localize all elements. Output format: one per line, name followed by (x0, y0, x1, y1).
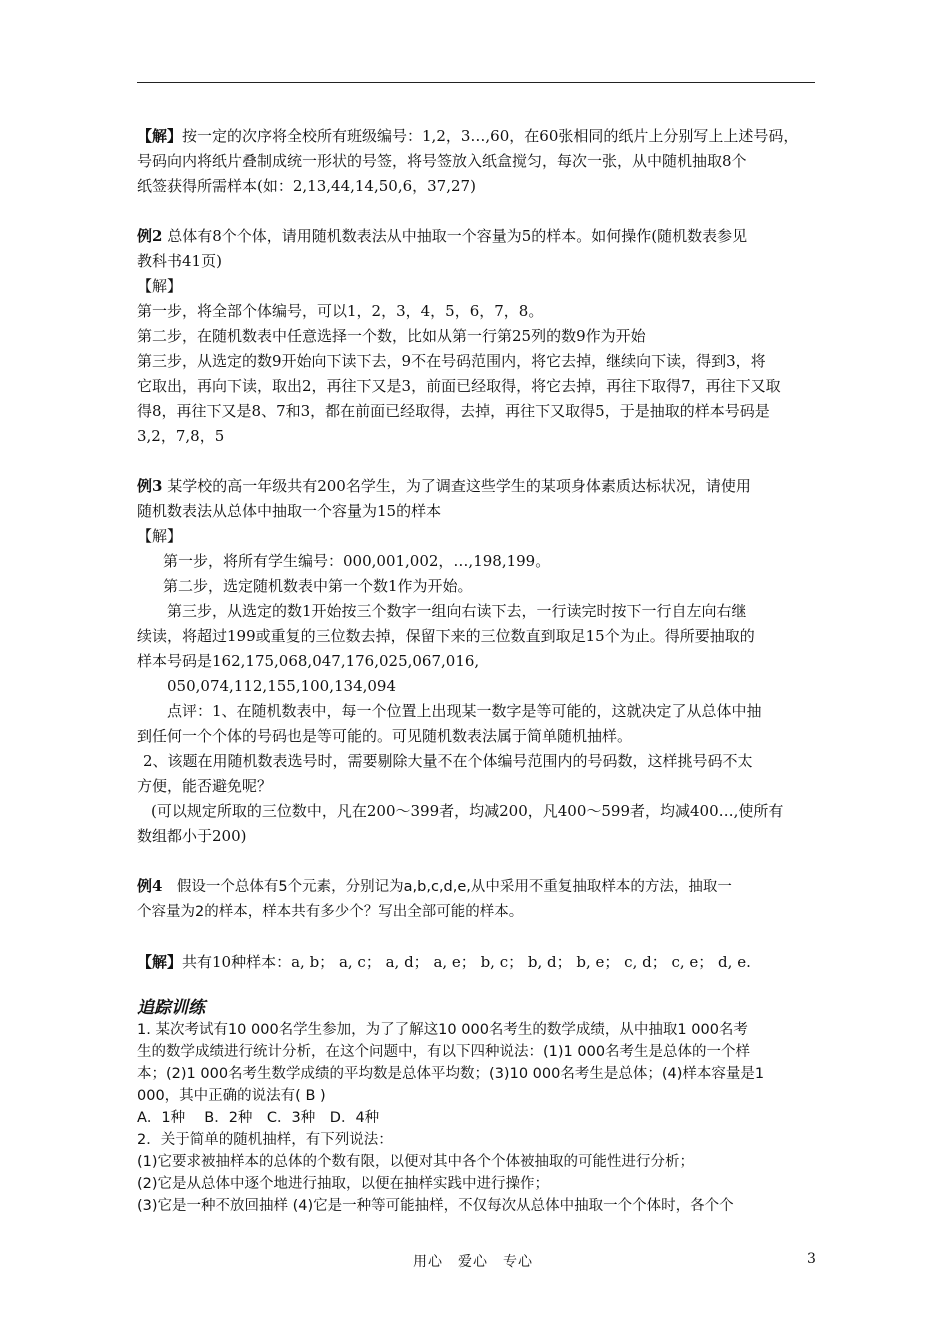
solution-label: 【解】 (137, 527, 183, 545)
header-rule (137, 82, 815, 83)
example-label: 例3 (137, 477, 163, 495)
page-content (137, 124, 817, 1217)
step-line: 第二步，选定随机数表中第一个数1作为开始。 (163, 577, 473, 595)
example-3 (137, 474, 817, 849)
text-line: 个容量为2的样本，样本共有多少个？写出全部可能的样本。 (137, 904, 524, 920)
text-line: 假设一个总体有5个元素，分别记为a,b,c,d,e,从中采用不重复抽取样本的方法，抽取一 (162, 879, 732, 895)
question-line: (2)它是从总体中逐个地进行抽取，以便在抽样实践中进行操作； (137, 1176, 550, 1192)
text-line: 号码向内将纸片叠制成统一形状的号签，将号签放入纸盒搅匀，每次一张，从中随机抽取8个 (137, 152, 747, 170)
text-line: 教科书41页) (137, 252, 222, 270)
step-line: 样本号码是162,175,068,047,176,025,067,016, (137, 652, 480, 670)
question-line: (1)它要求被抽样本的总体的个数有限，以便对其中各个个体被抽取的可能性进行分析； (137, 1154, 695, 1170)
step-line: 它取出，再向下读，取出2，再往下又是3，前面已经取得，将它去掉，再往下取得7，再往下又取 (137, 377, 781, 395)
step-line: 第一步，将所有学生编号：000,001,002，…,198,199。 (163, 552, 551, 570)
footer-motto: 用心 爱心 专心 (413, 1254, 533, 1270)
page-number: 3 (807, 1251, 816, 1267)
question-line: 本；(2)1 000名考生数学成绩的平均数是总体平均数；(3)10 000名考生是总体；(4)样本容量是1 (137, 1066, 765, 1082)
training-section (137, 997, 817, 1217)
step-line: 第三步，从选定的数1开始按三个数字一组向右读下去，一行读完时按下一行自左向右继 (167, 602, 747, 620)
answer-text: 共有10种样本：a, b； a, c； a, d； a, e； b, c； b, d； b, e； c, d； c, e； d, e. (182, 953, 751, 971)
step-line: 第二步，在随机数表中任意选择一个数，比如从第一行第25列的数9作为开始 (137, 327, 646, 345)
example-label: 例4 (137, 877, 163, 895)
text-line: 随机数表法从总体中抽取一个容量为15的样本 (137, 502, 442, 520)
example-label: 例2 (137, 227, 163, 245)
question-line: 2．关于简单的随机抽样，有下列说法： (137, 1132, 393, 1148)
step-line: 3,2，7,8，5 (137, 427, 225, 445)
question-line: 000，其中正确的说法有( B ) (137, 1088, 326, 1104)
solution-1 (137, 124, 817, 199)
answer-label: 【解】 (137, 953, 183, 971)
comment-line: 2、该题在用随机数表选号时，需要剔除大量不在个体编号范围内的号码数，这样挑号码不太 (143, 752, 753, 770)
section-heading: 追踪训练 (137, 998, 205, 1018)
step-line: 得8，再往下又是8、7和3，都在前面已经取得，去掉，再往下又取得5，于是抽取的样本号码是 (137, 402, 770, 420)
note-line: (可以规定所取的三位数中，凡在200～399者，均减200，凡400～599者，均减400…,使所有 (151, 802, 784, 820)
step-line: 续读，将超过199或重复的三位数去掉，保留下来的三位数直到取足15个为止。得所要抽取的 (137, 627, 755, 645)
example-2 (137, 224, 817, 449)
text-line: 纸签获得所需样本(如：2,13,44,14,50,6，37,27) (137, 177, 476, 195)
numbers-line: 050,074,112,155,100,134,094 (167, 677, 397, 695)
text-line: 按一定的次序将全校所有班级编号：1,2，3…,60，在60张相同的纸片上分别写上上述号码， (182, 127, 799, 145)
solution-label: 【解】 (137, 127, 183, 145)
note-line: 数组都小于200) (137, 827, 247, 845)
solution-label: 【解】 (137, 277, 183, 295)
step-line: 第一步，将全部个体编号，可以1，2，3，4，5，6，7，8。 (137, 302, 544, 320)
example-4 (137, 874, 817, 975)
question-line: 生的数学成绩进行统计分析，在这个问题中，有以下四种说法：(1)1 000名考生是总体的一个样 (137, 1044, 751, 1060)
text-line: 总体有8个个体，请用随机数表法从中抽取一个容量为5的样本。如何操作(随机数表参见 (167, 227, 748, 245)
question-line: (3)它是一种不放回抽样 (4)它是一种等可能抽样，不仅每次从总体中抽取一个个体时，各个个 (137, 1198, 734, 1214)
comment-line: 到任何一个个体的号码也是等可能的。可见随机数表法属于简单随机抽样。 (137, 727, 633, 745)
step-line: 第三步，从选定的数9开始向下读下去，9不在号码范围内，将它去掉，继续向下读，得到3，将 (137, 352, 766, 370)
comment-line: 点评：1、在随机数表中，每一个位置上出现某一数字是等可能的，这就决定了从总体中抽 (167, 702, 762, 720)
question-line: 1. 某次考试有10 000名学生参加，为了了解这10 000名考生的数学成绩，从中抽取1 000名考 (137, 1022, 748, 1038)
question-options: A．1种 B．2种 C．3种 D．4种 (137, 1110, 380, 1126)
text-line: 某学校的高一年级共有200名学生，为了调查这些学生的某项身体素质达标状况，请使用 (167, 477, 751, 495)
comment-line: 方便，能否避免呢？ (137, 777, 273, 795)
